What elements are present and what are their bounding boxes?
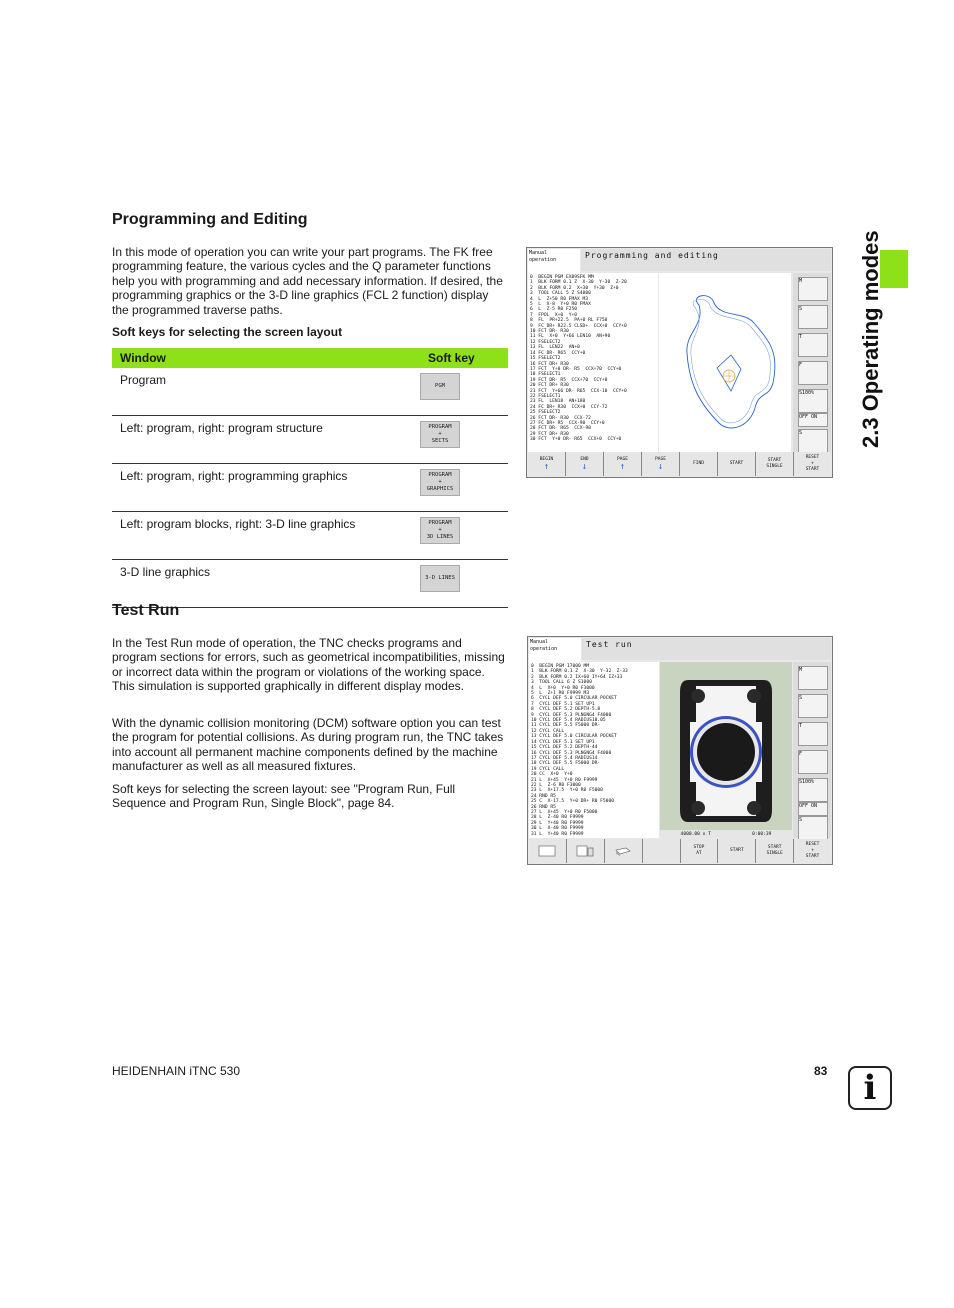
section-paragraph: With the dynamic collision monitoring (DCM) software option you can test the program for potential collisions. As during program run, the TNC takes into account all permanent machine components defined by the machine manufacturer as well as all measured fixtures.: [112, 716, 504, 774]
softkey-start-single[interactable]: START SINGLE: [756, 839, 793, 863]
mode-title: Test run: [582, 638, 831, 660]
screenshot-programming-editing: [526, 247, 833, 478]
softkey-stop-at[interactable]: STOP AT: [681, 839, 718, 863]
softkey-program-sects: PROGRAM + SECTS: [420, 421, 460, 448]
softkey-table: [112, 348, 508, 608]
window-cell: Left: program, right: program structure: [112, 416, 420, 464]
side-button-s2[interactable]: S: [798, 429, 828, 453]
simulation-graphics: [660, 662, 792, 838]
table-row: [112, 416, 508, 464]
softkey-begin[interactable]: BEGIN ↑: [528, 452, 565, 476]
softkey-reset-start[interactable]: RESET + START: [794, 452, 831, 476]
status-side-panel: [793, 662, 831, 838]
window-cell: Left: program blocks, right: 3-D line graphics: [112, 512, 420, 560]
side-override[interactable]: S100%: [798, 389, 828, 413]
section-paragraph: In this mode of operation you can write your part programs. The FK free programming feature, the various cycles and the Q parameter functions help you with programming and add necessary information. If desired, the programming graphics or the 3-D line graphics (FCL 2 function) display the programmed traverse paths.: [112, 245, 503, 317]
side-button-t[interactable]: T: [798, 722, 828, 746]
side-button-m[interactable]: M: [798, 666, 828, 690]
side-button-m[interactable]: M: [798, 277, 828, 301]
window-cell: 3-D line graphics: [112, 560, 420, 608]
softkey-start[interactable]: START: [718, 839, 755, 863]
softkey-3d-lines: 3-D LINES: [420, 565, 460, 592]
side-button-s[interactable]: S: [798, 305, 828, 329]
program-listing: 0 BEGIN PGM EX09SFK MM 1 BLK FORM 0.1 Z X-30 Y-30 Z-20 2 BLK FORM 0.2 X+30 Y+30 Z+0 3 TOOL CALL 5 Z S4000 4 L Z+50 R0 FMAX M3 5 L X-8 Y+0 R0 FMAX 6 L Z-5 R0 F250 7 FPOL X+0 Y+0 8 FL PR+22.5 PA+0 RL F750 9 FC DR+ R22.5 CLSD+ CCX+0 CCY+0 10 FCT DR- R30 11 FL X+0 Y+66 LEN10 AN+90 12 FSELECT2 13 FL LEN22 AN+0 14 FC DR- R65 CCY+0 15 FSELECT2 16 FCT DR+ R30 17 FCT Y+0 DR- R5 CCX+70 CCY+0 18 FSELECT1 19 FCT DR- R5 CCX+70 CCY+0 20 FCT DR+ R30 21 FCT Y+66 DR- R65 CCX-10 CCY+0 22 FSELECT1 23 FL LEN18 AN+180 24 FC DR+ R30 CCX+0 CCY-72 25 FSELECT2 26 FCT DR- R30 CCX-72 27 FC DR+ R5 CCX-90 CCY+0 28 FCT DR- R65 CCX-90 29 FCT DR+ R30 30 FCT Y+0 DR- R65 CCX+0 CCY+0: [528, 273, 658, 453]
softkey-view-3d[interactable]: [605, 839, 642, 863]
column-header-window: Window: [112, 348, 420, 368]
softkey-reset-start[interactable]: RESET + START: [794, 839, 831, 863]
side-override[interactable]: S100%: [798, 778, 828, 802]
table-row: [112, 512, 508, 560]
softkey-program-3d-lines: PROGRAM + 3D LINES: [420, 517, 460, 544]
chapter-title: 2.3 Operating modes: [858, 230, 883, 448]
section-paragraph: In the Test Run mode of operation, the TNC checks programs and program sections for errors, such as geometrical incompatibilities, missing or incorrect data within the program or violations of the working space. This simulation is supported graphically in different display modes.: [112, 636, 505, 694]
side-button-s[interactable]: S: [798, 694, 828, 718]
softkey-find[interactable]: FIND: [680, 452, 717, 476]
softkey-row: [528, 452, 831, 476]
screenshot-test-run: [527, 636, 833, 865]
mode-indicator: Manual operation: [529, 638, 581, 662]
side-button-f[interactable]: F: [798, 361, 828, 385]
side-toggle[interactable]: OFF ON: [798, 802, 828, 816]
table-row: [112, 560, 508, 608]
softkey-page-up[interactable]: PAGE ↑: [604, 452, 641, 476]
softkey-start-single[interactable]: START SINGLE: [756, 452, 793, 476]
mode-indicator: Manual operation: [528, 249, 580, 273]
mode-title: Programming and editing: [581, 249, 831, 271]
program-listing: 0 BEGIN PGM 17000 MM 1 BLK FORM 0.1 Z X-30 Y-32 Z-33 2 BLK FORM 0.2 IX+60 IY+64 IZ+33 3 TOOL CALL 6 Z S1000 4 L X+0 Y+0 R0 F3000 5 L Z+1 R0 F9999 M3 6 CYCL DEF 5.0 CIRCULAR POCKET 7 CYCL DEF 5.1 SET UP1 8 CYCL DEF 5.2 DEPTH-5.8 9 CYCL DEF 5.3 PLNGNG4 F4000 10 CYCL DEF 5.4 RADIUS18.05 11 CYCL DEF 5.5 F5000 DR- 12 CYCL CALL 13 CYCL DEF 5.0 CIRCULAR POCKET 14 CYCL DEF 5.1 SET UP1 15 CYCL DEF 5.2 DEPTH-44 16 CYCL DEF 5.3 PLNGNG4 F4000 17 CYCL DEF 5.4 RADIUS14 18 CYCL DEF 5.5 F5000 DR- 19 CYCL CALL 20 CC X+0 Y+0 21 L X+45 Y+0 R0 F9999 22 L Z-6 R0 F3000 23 L X+17.5 Y+0 R0 F5000 24 RND R5 25 C X-17.5 Y+0 DR+ R0 F5000 26 RND R5 27 L X+45 Y+0 R0 F5000 28 L Z-40 R0 F9999 29 L Y+40 R0 F9999 30 L X-40 R0 F9999 31 L Y+40 R0 F9999: [529, 662, 659, 838]
softkey-view-plan[interactable]: [529, 839, 566, 863]
table-caption: Soft keys for selecting the screen layout: [112, 325, 343, 339]
section-heading-test-run: Test Run: [112, 602, 180, 619]
softkey-program-graphics: PROGRAM + GRAPHICS: [420, 469, 460, 496]
footer-product: HEIDENHAIN iTNC 530: [112, 1064, 241, 1078]
softkey-start[interactable]: START: [718, 452, 755, 476]
window-cell: Program: [112, 368, 420, 416]
side-button-f[interactable]: F: [798, 750, 828, 774]
table-row: [112, 368, 508, 416]
side-button-s2[interactable]: S: [798, 816, 828, 840]
softkey-view-projection[interactable]: [567, 839, 604, 863]
window-cell: Left: program, right: programming graphics: [112, 464, 420, 512]
softkey-pgm: PGM: [420, 373, 460, 400]
info-icon: i: [848, 1066, 892, 1110]
softkey-page-down[interactable]: PAGE ↓: [642, 452, 679, 476]
page-number: 83: [814, 1064, 828, 1078]
side-button-t[interactable]: T: [798, 333, 828, 357]
section-heading-programming: Programming and Editing: [112, 211, 308, 228]
simulation-status-line: 4000.00 x T 0:00:39: [660, 830, 792, 838]
chapter-sidebar: [858, 218, 888, 448]
column-header-softkey: Soft key: [420, 348, 508, 368]
side-toggle[interactable]: OFF ON: [798, 413, 828, 427]
table-row: [112, 464, 508, 512]
softkey-row: [529, 839, 831, 863]
softkey-empty[interactable]: [643, 839, 680, 863]
section-paragraph: Soft keys for selecting the screen layout: see "Program Run, Full Sequence and Program Run, Single Block", page 84.: [112, 782, 456, 811]
softkey-end[interactable]: END ↓: [566, 452, 603, 476]
status-side-panel: [793, 273, 831, 453]
programming-graphics: [659, 273, 791, 453]
